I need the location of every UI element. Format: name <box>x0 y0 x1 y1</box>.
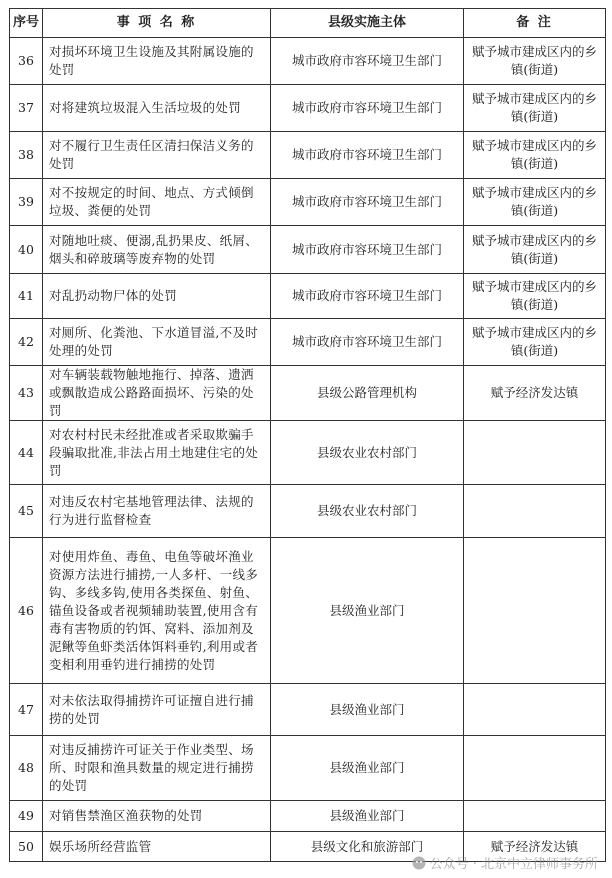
row-subject: 县级渔业部门 <box>271 801 464 832</box>
table-header-row <box>10 9 606 38</box>
row-subject: 县级农业农村部门 <box>271 421 464 485</box>
header-note: 备 注 <box>464 9 606 38</box>
table-row <box>10 179 606 226</box>
row-note <box>464 538 606 684</box>
row-item: 娱乐场所经营监管 <box>43 832 271 862</box>
row-subject: 县级文化和旅游部门 <box>271 832 464 862</box>
row-note: 赋予城市建成区内的乡镇(街道) <box>464 38 606 85</box>
row-num: 44 <box>10 421 43 485</box>
watermark <box>412 853 598 872</box>
row-note <box>464 421 606 485</box>
row-note <box>464 485 606 538</box>
table-row <box>10 736 606 801</box>
row-item: 对厕所、化粪池、下水道冒溢,不及时处理的处罚 <box>43 319 271 366</box>
row-num: 50 <box>10 832 43 862</box>
row-item: 对违反捕捞许可证关于作业类型、场所、时限和渔具数量的规定进行捕捞的处罚 <box>43 736 271 801</box>
row-note: 赋予城市建成区内的乡镇(街道) <box>464 319 606 366</box>
row-subject: 城市政府市容环境卫生部门 <box>271 85 464 132</box>
row-num: 39 <box>10 179 43 226</box>
row-item: 对随地吐痰、便溺,乱扔果皮、纸屑、烟头和碎玻璃等废弃物的处罚 <box>43 226 271 274</box>
row-subject: 城市政府市容环境卫生部门 <box>271 38 464 85</box>
row-subject: 县级渔业部门 <box>271 736 464 801</box>
row-item: 对违反农村宅基地管理法律、法规的行为进行监督检查 <box>43 485 271 538</box>
watermark-text: 公众号 · 北京中立律师事务所 <box>429 857 598 872</box>
row-note: 赋予城市建成区内的乡镇(街道) <box>464 274 606 319</box>
row-num: 37 <box>10 85 43 132</box>
row-note: 赋予城市建成区内的乡镇(街道) <box>464 132 606 179</box>
table-row <box>10 421 606 485</box>
table-row <box>10 132 606 179</box>
row-num: 48 <box>10 736 43 801</box>
row-item: 对车辆装载物触地拖行、掉落、遗洒或飘散造成公路路面损坏、污染的处罚 <box>43 366 271 421</box>
header-item: 事 项 名 称 <box>43 9 271 38</box>
row-subject: 城市政府市容环境卫生部门 <box>271 226 464 274</box>
row-num: 40 <box>10 226 43 274</box>
row-item: 对损坏环境卫生设施及其附属设施的处罚 <box>43 38 271 85</box>
row-item: 对不按规定的时间、地点、方式倾倒垃圾、粪便的处罚 <box>43 179 271 226</box>
row-item: 对未依法取得捕捞许可证擅自进行捕捞的处罚 <box>43 684 271 736</box>
row-note: 赋予城市建成区内的乡镇(街道) <box>464 179 606 226</box>
row-item: 对使用炸鱼、毒鱼、电鱼等破坏渔业资源方法进行捕捞,一人多杆、一线多钩、多线多钩,使用各类探鱼、射鱼、锚鱼设备或者视频辅助装置,使用含有毒有害物质的钓饵、窝料、添加剂及泥鳅等鱼虾类活体饵料垂钓,利用或者变相利用垂钓进行捕捞的处罚 <box>43 538 271 684</box>
row-num: 45 <box>10 485 43 538</box>
row-num: 42 <box>10 319 43 366</box>
row-num: 47 <box>10 684 43 736</box>
table-row <box>10 485 606 538</box>
row-item: 对乱扔动物尸体的处罚 <box>43 274 271 319</box>
row-num: 43 <box>10 366 43 421</box>
row-note: 赋予经济发达镇 <box>464 366 606 421</box>
table-row <box>10 85 606 132</box>
regulation-table <box>9 8 606 862</box>
row-subject: 城市政府市容环境卫生部门 <box>271 179 464 226</box>
row-note <box>464 684 606 736</box>
header-subject: 县级实施主体 <box>271 9 464 38</box>
table-row <box>10 538 606 684</box>
row-item: 对不履行卫生责任区清扫保洁义务的处罚 <box>43 132 271 179</box>
row-subject: 县级农业农村部门 <box>271 485 464 538</box>
table-row <box>10 319 606 366</box>
row-note: 赋予经济发达镇 <box>464 832 606 862</box>
row-subject: 城市政府市容环境卫生部门 <box>271 132 464 179</box>
table-row <box>10 366 606 421</box>
table-row <box>10 801 606 832</box>
row-subject: 城市政府市容环境卫生部门 <box>271 274 464 319</box>
row-item: 对将建筑垃圾混入生活垃圾的处罚 <box>43 85 271 132</box>
row-item: 对农村村民未经批准或者采取欺骗手段骗取批准,非法占用土地建住宅的处罚 <box>43 421 271 485</box>
row-note <box>464 801 606 832</box>
row-num: 38 <box>10 132 43 179</box>
row-subject: 县级渔业部门 <box>271 538 464 684</box>
row-num: 49 <box>10 801 43 832</box>
row-note: 赋予城市建成区内的乡镇(街道) <box>464 226 606 274</box>
row-subject: 县级公路管理机构 <box>271 366 464 421</box>
row-num: 36 <box>10 38 43 85</box>
wechat-icon <box>412 856 426 870</box>
row-subject: 城市政府市容环境卫生部门 <box>271 319 464 366</box>
header-num: 序号 <box>10 9 43 38</box>
row-note <box>464 736 606 801</box>
row-num: 41 <box>10 274 43 319</box>
table-row <box>10 684 606 736</box>
row-item: 对销售禁渔区渔获物的处罚 <box>43 801 271 832</box>
row-note: 赋予城市建成区内的乡镇(街道) <box>464 85 606 132</box>
row-num: 46 <box>10 538 43 684</box>
table-row <box>10 226 606 274</box>
table-row <box>10 274 606 319</box>
table-row <box>10 38 606 85</box>
row-subject: 县级渔业部门 <box>271 684 464 736</box>
